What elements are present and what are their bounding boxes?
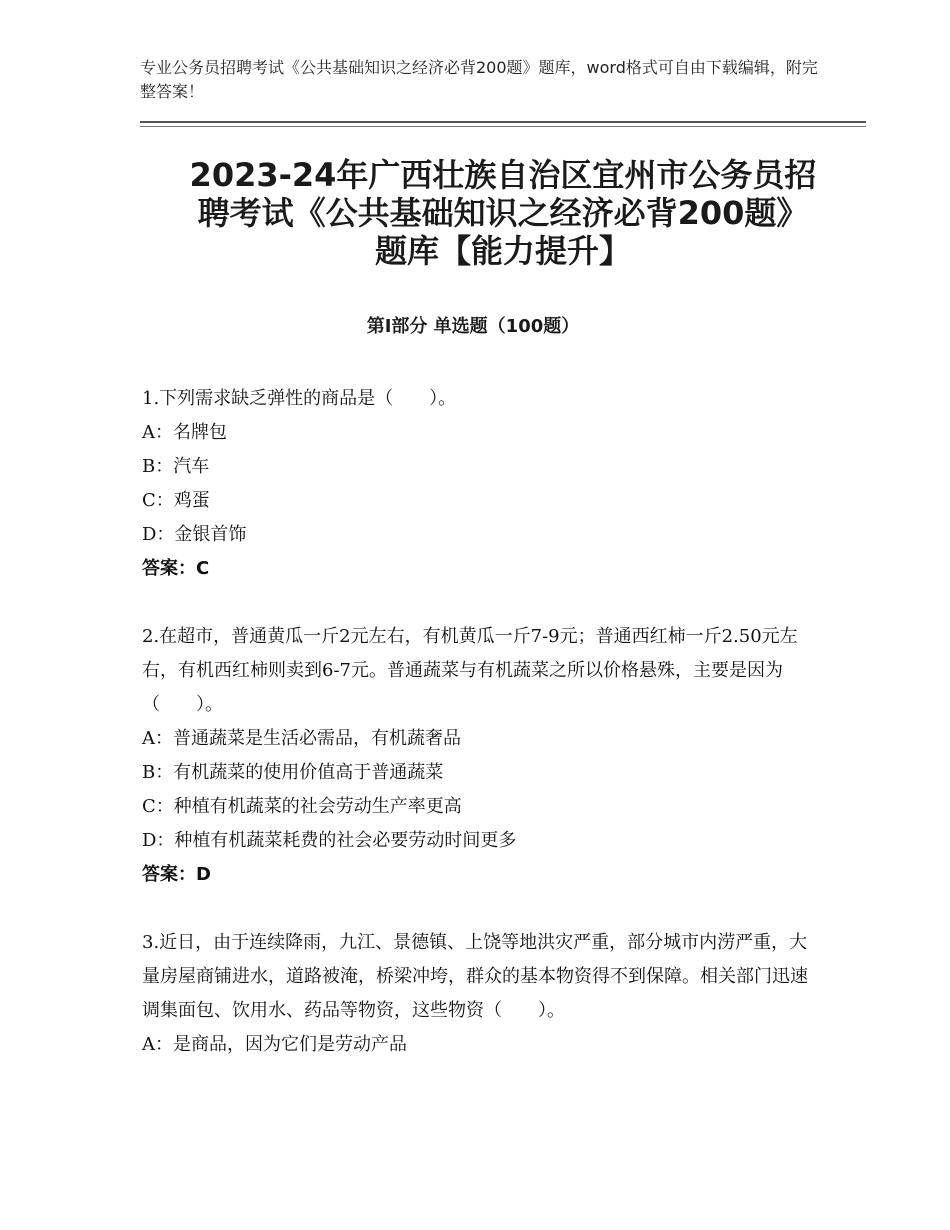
option-d: D：金银首饰	[142, 524, 247, 545]
header-note: 专业公务员招聘考试《公共基础知识之经济必背200题》题库，word格式可自由下载编辑，附完整答案！	[140, 58, 818, 101]
question-2	[142, 620, 814, 892]
question-list	[142, 382, 814, 1096]
title-line: 聘考试《公共基础知识之经济必背200题》	[197, 194, 809, 232]
option-d: D：种植有机蔬菜耗费的社会必要劳动时间更多	[142, 830, 517, 851]
title-line: 2023-24年广西壮族自治区宜州市公务员招	[189, 156, 817, 194]
question-3	[142, 926, 814, 1062]
option-a: A：是商品，因为它们是劳动产品	[142, 1034, 407, 1055]
question-stem: 3.近日，由于连续降雨，九江、景德镇、上饶等地洪灾严重，部分城市内涝严重，大量房屋商铺进水，道路被淹，桥梁冲垮，群众的基本物资得不到保障。相关部门迅速调集面包、饮用水、药品等物资，这些物资（ ）。	[142, 932, 808, 1021]
section-heading: 第Ⅰ部分 单选题（100题）	[366, 316, 580, 337]
answer: 答案：D	[142, 864, 211, 885]
option-c: C：鸡蛋	[142, 490, 210, 511]
header-divider-thin	[140, 126, 866, 127]
option-a: A：普通蔬菜是生活必需品，有机蔬奢品	[142, 728, 461, 749]
header-divider-thick	[140, 121, 866, 123]
question-stem: 1.下列需求缺乏弹性的商品是（ ）。	[142, 388, 457, 409]
option-c: C：种植有机蔬菜的社会劳动生产率更高	[142, 796, 462, 817]
question-1	[142, 382, 814, 586]
title-line: 题库【能力提升】	[374, 232, 631, 270]
option-a: A：名牌包	[142, 422, 227, 443]
option-b: B：有机蔬菜的使用价值高于普通蔬菜	[142, 762, 444, 783]
answer: 答案：C	[142, 558, 210, 579]
document-title	[140, 156, 866, 270]
option-b: B：汽车	[142, 456, 210, 477]
question-stem: 2.在超市，普通黄瓜一斤2元左右，有机黄瓜一斤7-9元；普通西红柿一斤2.50元左右，有机西红柿则卖到6-7元。普通蔬菜与有机蔬菜之所以价格悬殊，主要是因为（ ）。	[142, 626, 798, 715]
